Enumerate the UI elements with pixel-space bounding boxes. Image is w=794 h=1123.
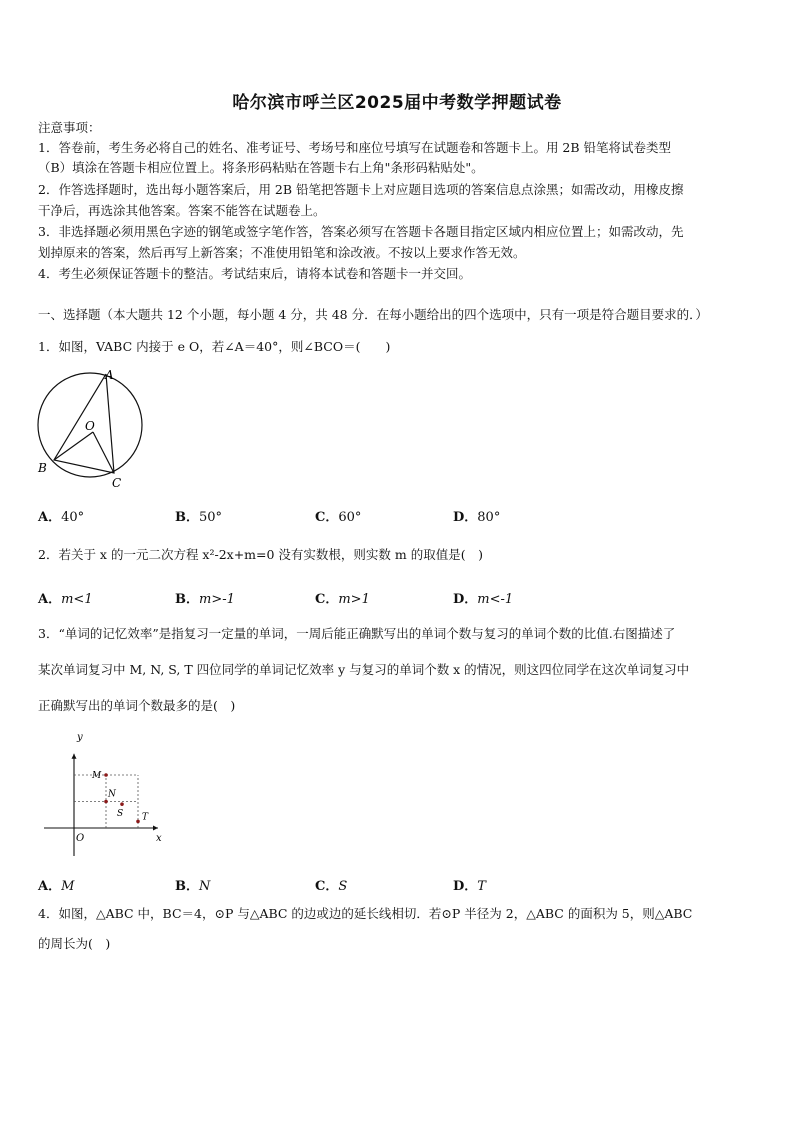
option-text: 50° [199, 510, 223, 525]
q1-circle-figure [34, 366, 154, 490]
notes-line: 干净后，再选涂其他答案。答案不能答在试题卷上。 [38, 203, 326, 218]
q1-label-a: A [105, 368, 114, 382]
q3-point-label: N [108, 789, 116, 800]
option-label: A． [38, 879, 62, 894]
notes-line: 2．作答选择题时，选出每小题答案后，用 2B 铅笔把答题卡上对应题目选项的答案信息点涂黑；如需改动，用橡皮擦 [38, 182, 684, 197]
option-text: m>-1 [199, 592, 235, 607]
option-text: m>1 [338, 592, 370, 607]
q1-option-c[interactable] [315, 506, 361, 525]
question-3-line: 正确默写出的单词个数最多的是( ) [38, 698, 236, 713]
notes-line: （B）填涂在答题卡相应位置上。将条形码粘贴在答题卡右上角"条形码粘贴处"。 [38, 160, 484, 175]
question-3-line: 3．“单词的记忆效率”是指复习一定量的单词，一周后能正确默写出的单词个数与复习的单词个数的比值.右图描述了 [38, 626, 676, 641]
q3-scatter-chart [40, 730, 170, 862]
notes-line: 1．答卷前，考生务必将自己的姓名、准考证号、考场号和座位号填写在试题卷和答题卡上。用 2B 铅笔将试卷类型 [38, 140, 672, 155]
q1-label-b: B [38, 461, 47, 475]
q3-point-t [136, 820, 140, 824]
option-text: 80° [477, 510, 501, 525]
q3-origin-label: O [76, 833, 85, 844]
q3-point-n [104, 800, 108, 804]
notes-heading: 注意事项： [38, 120, 101, 135]
notes-line: 3．非选择题必须用黑色字迹的钢笔或签字笔作答，答案必须写在答题卡各题目指定区域内相应位置上；如需改动，先 [38, 224, 684, 239]
notes-line: 划掉原来的答案，然后再写上新答案；不准使用铅笔和涂改液。不按以上要求作答无效。 [38, 245, 526, 260]
question-3-line: 某次单词复习中 M, N, S, T 四位同学的单词记忆效率 y 与复习的单词个数 x 的情况，则这四位同学在这次单词复习中 [38, 662, 690, 677]
option-label: A． [38, 510, 62, 525]
q1-option-b[interactable] [175, 506, 222, 525]
option-text: T [477, 879, 486, 894]
option-text: N [199, 879, 211, 894]
option-label: B． [175, 592, 199, 607]
question-4-line: 的周长为( ) [38, 936, 111, 951]
q3-y-arrow [72, 754, 77, 759]
q3-point-label: M [92, 771, 102, 781]
option-text: m<1 [61, 592, 93, 607]
option-label: D． [453, 510, 478, 525]
option-label: B． [175, 510, 199, 525]
q3-point-m [104, 773, 108, 777]
question-1-stem: 1．如图，VABC 内接于 e O，若∠A＝40°，则∠BCO＝( ) [38, 339, 391, 354]
section-heading: 一、选择题（本大题共 12 个小题，每小题 4 分，共 48 分．在每小题给出的四个选项中，只有一项是符合题目要求的．） [38, 307, 708, 322]
q3-point-label: S [117, 809, 124, 820]
q3-option-b[interactable] [175, 875, 210, 894]
option-text: M [61, 879, 75, 894]
q3-y-axis-label: y [77, 732, 83, 743]
option-text: m<-1 [477, 592, 514, 607]
notes-line: 4．考生必须保证答题卡的整洁。考试结束后，请将本试卷和答题卡一并交回。 [38, 266, 471, 281]
option-text: S [338, 879, 348, 894]
q3-point-label: T [142, 812, 149, 823]
q3-option-c[interactable] [315, 875, 347, 894]
option-text: 60° [338, 510, 362, 525]
q3-x-arrow [153, 826, 158, 831]
q2-option-b[interactable] [175, 588, 235, 607]
q1-label-c: C [112, 476, 122, 490]
option-text: 40° [61, 510, 85, 525]
option-label: B． [175, 879, 199, 894]
q3-x-axis-label: x [156, 833, 162, 844]
q3-point-s [120, 802, 124, 806]
option-label: A． [38, 592, 62, 607]
q3-option-a[interactable] [38, 875, 74, 894]
question-4-line: 4．如图，△ABC 中，BC＝4，⊙P 与△ABC 的边或边的延长线相切．若⊙P 半径为 2，△ABC 的面积为 5，则△ABC [38, 906, 693, 921]
q1-option-d[interactable] [453, 506, 500, 525]
q2-option-c[interactable] [315, 588, 370, 607]
q3-option-d[interactable] [453, 875, 486, 894]
option-label: D． [453, 879, 478, 894]
q2-option-d[interactable] [453, 588, 513, 607]
option-label: D． [453, 592, 478, 607]
q2-option-a[interactable] [38, 588, 93, 607]
option-label: C． [315, 510, 339, 525]
option-label: C． [315, 879, 339, 894]
page-title: 哈尔滨市呼兰区2025届中考数学押题试卷 [232, 93, 562, 113]
option-label: C． [315, 592, 339, 607]
q1-label-o: O [85, 419, 95, 433]
q1-option-a[interactable] [38, 506, 84, 525]
question-2-stem: 2．若关于 x 的一元二次方程 x²-2x+m=0 没有实数根，则实数 m 的取值是( ) [38, 547, 483, 562]
